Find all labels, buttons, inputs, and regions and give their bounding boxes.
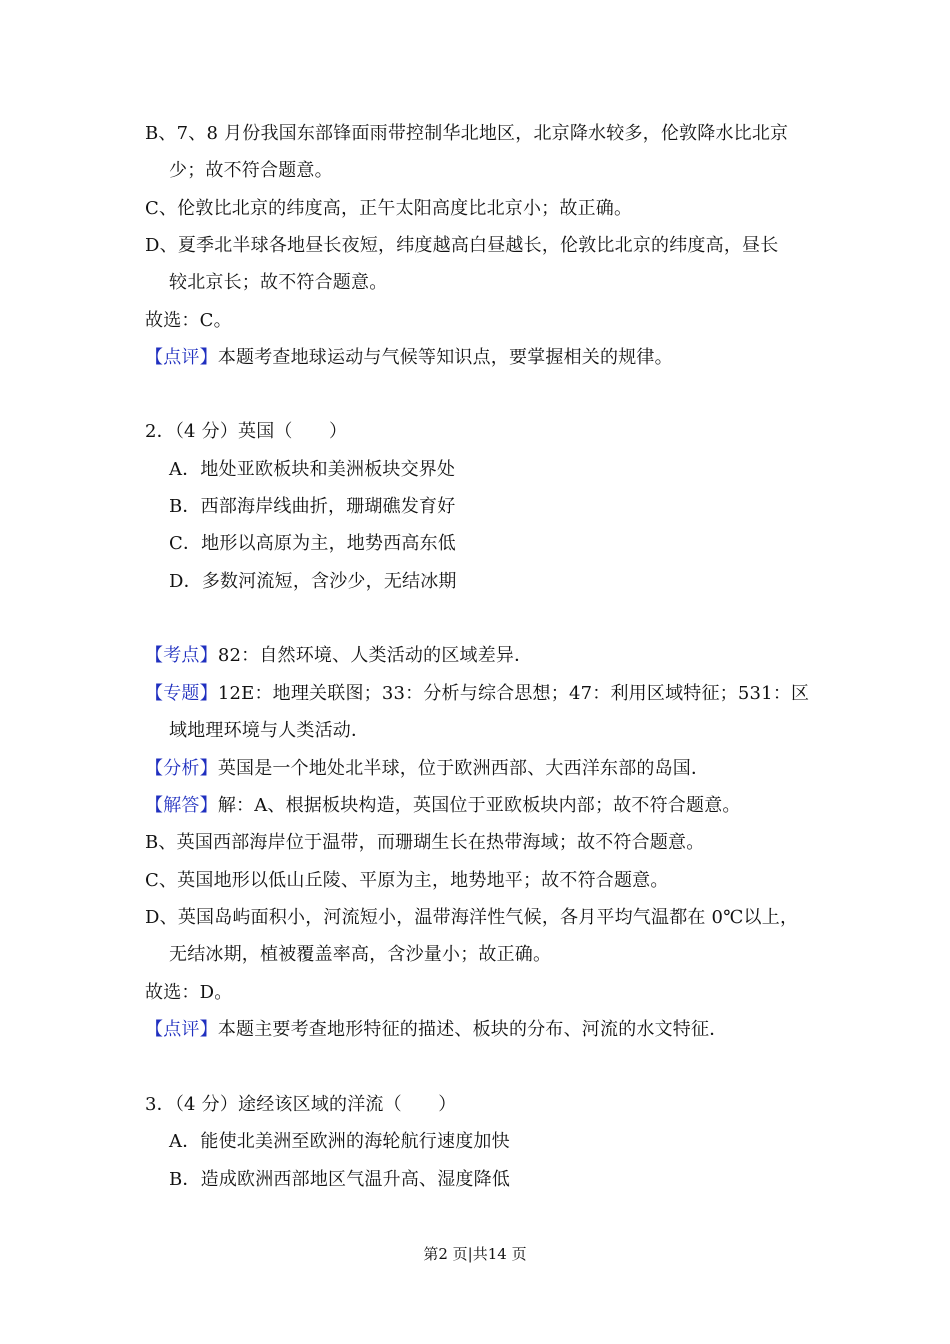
dianping-text: 本题主要考查地形特征的描述、板块的分布、河流的水文特征． (217, 1019, 728, 1040)
answer-d-line2: 较北京长；故不符合题意。 (169, 272, 388, 293)
q2-option-a: A．地处亚欧板块和美洲板块交界处 (169, 459, 456, 480)
q2-jieda-d-line1: D、英国岛屿面积小，河流短小，温带海洋性气候，各月平均气温都在 0℃以上， (145, 907, 799, 928)
answer-b-line2: 少；故不符合题意。 (169, 160, 333, 181)
q2-option-b: B．西部海岸线曲折，珊瑚礁发育好 (169, 496, 456, 517)
answer-b-line1: B、7、8 月份我国东部锋面雨带控制华北地区，北京降水较多，伦敦降水比北京 (145, 123, 789, 144)
comment-tag: 【点评】 (145, 347, 218, 368)
answer-d-line1: D、夏季北半球各地昼长夜短，纬度越高白昼越长，伦敦比北京的纬度高，昼长 (145, 235, 779, 256)
q2-kaodian (145, 644, 532, 668)
kaodian-text: 82：自然环境、人类活动的区域差异． (217, 645, 533, 666)
q2-jieda-c: C、英国地形以低山丘陵、平原为主，地势地平；故不符合题意。 (145, 870, 669, 891)
kaodian-tag: 【考点】 (145, 645, 218, 666)
q2-zhuanti-line2: 域地理环境与人类活动． (169, 720, 370, 741)
jieda-tag: 【解答】 (145, 795, 218, 816)
q2-dianping (145, 1018, 727, 1042)
q3-option-b: B．造成欧洲西部地区气温升高、湿度降低 (169, 1169, 511, 1190)
page-footer: 第2 页|共14 页 (423, 1245, 527, 1263)
fenxi-tag: 【分析】 (145, 758, 218, 779)
answer-choice: 故选：C。 (145, 310, 232, 331)
q2-zhuanti-line1 (145, 682, 809, 706)
fenxi-text: 英国是一个地处北半球，位于欧洲西部、大西洋东部的岛国． (217, 758, 710, 779)
q2-jieda-d-line2: 无结冰期，植被覆盖率高，含沙量小；故正确。 (169, 944, 552, 965)
answer-c-line: C、伦敦比北京的纬度高，正午太阳高度比北京小；故正确。 (145, 198, 633, 219)
q2-option-c: C．地形以高原为主，地势西高东低 (169, 533, 456, 554)
dianping-tag: 【点评】 (145, 1019, 218, 1040)
jieda-text: 解：A、根据板块构造，英国位于亚欧板块内部；故不符合题意。 (217, 795, 741, 816)
q2-fenxi (145, 757, 709, 781)
q2-jieda-b: B、英国西部海岸位于温带，而珊瑚生长在热带海域；故不符合题意。 (145, 832, 705, 853)
zhuanti-tag: 【专题】 (145, 683, 218, 704)
q2-option-d: D．多数河流短，含沙少，无结冰期 (169, 571, 457, 592)
comment-text: 本题考查地球运动与气候等知识点，要掌握相关的规律。 (217, 347, 673, 368)
q2-stem: 2．（4 分）英国（ ） (145, 421, 348, 442)
q3-option-a: A．能使北美洲至欧洲的海轮航行速度加快 (169, 1131, 510, 1152)
q3-stem: 3．（4 分）途经该区域的洋流（ ） (145, 1094, 457, 1115)
q2-jieda (145, 794, 741, 818)
zhuanti-text: 12E：地理关联图；33：分析与综合思想；47：利用区域特征；531：区 (217, 683, 810, 704)
q2-answer: 故选：D。 (145, 982, 233, 1003)
comment-line (145, 346, 673, 370)
